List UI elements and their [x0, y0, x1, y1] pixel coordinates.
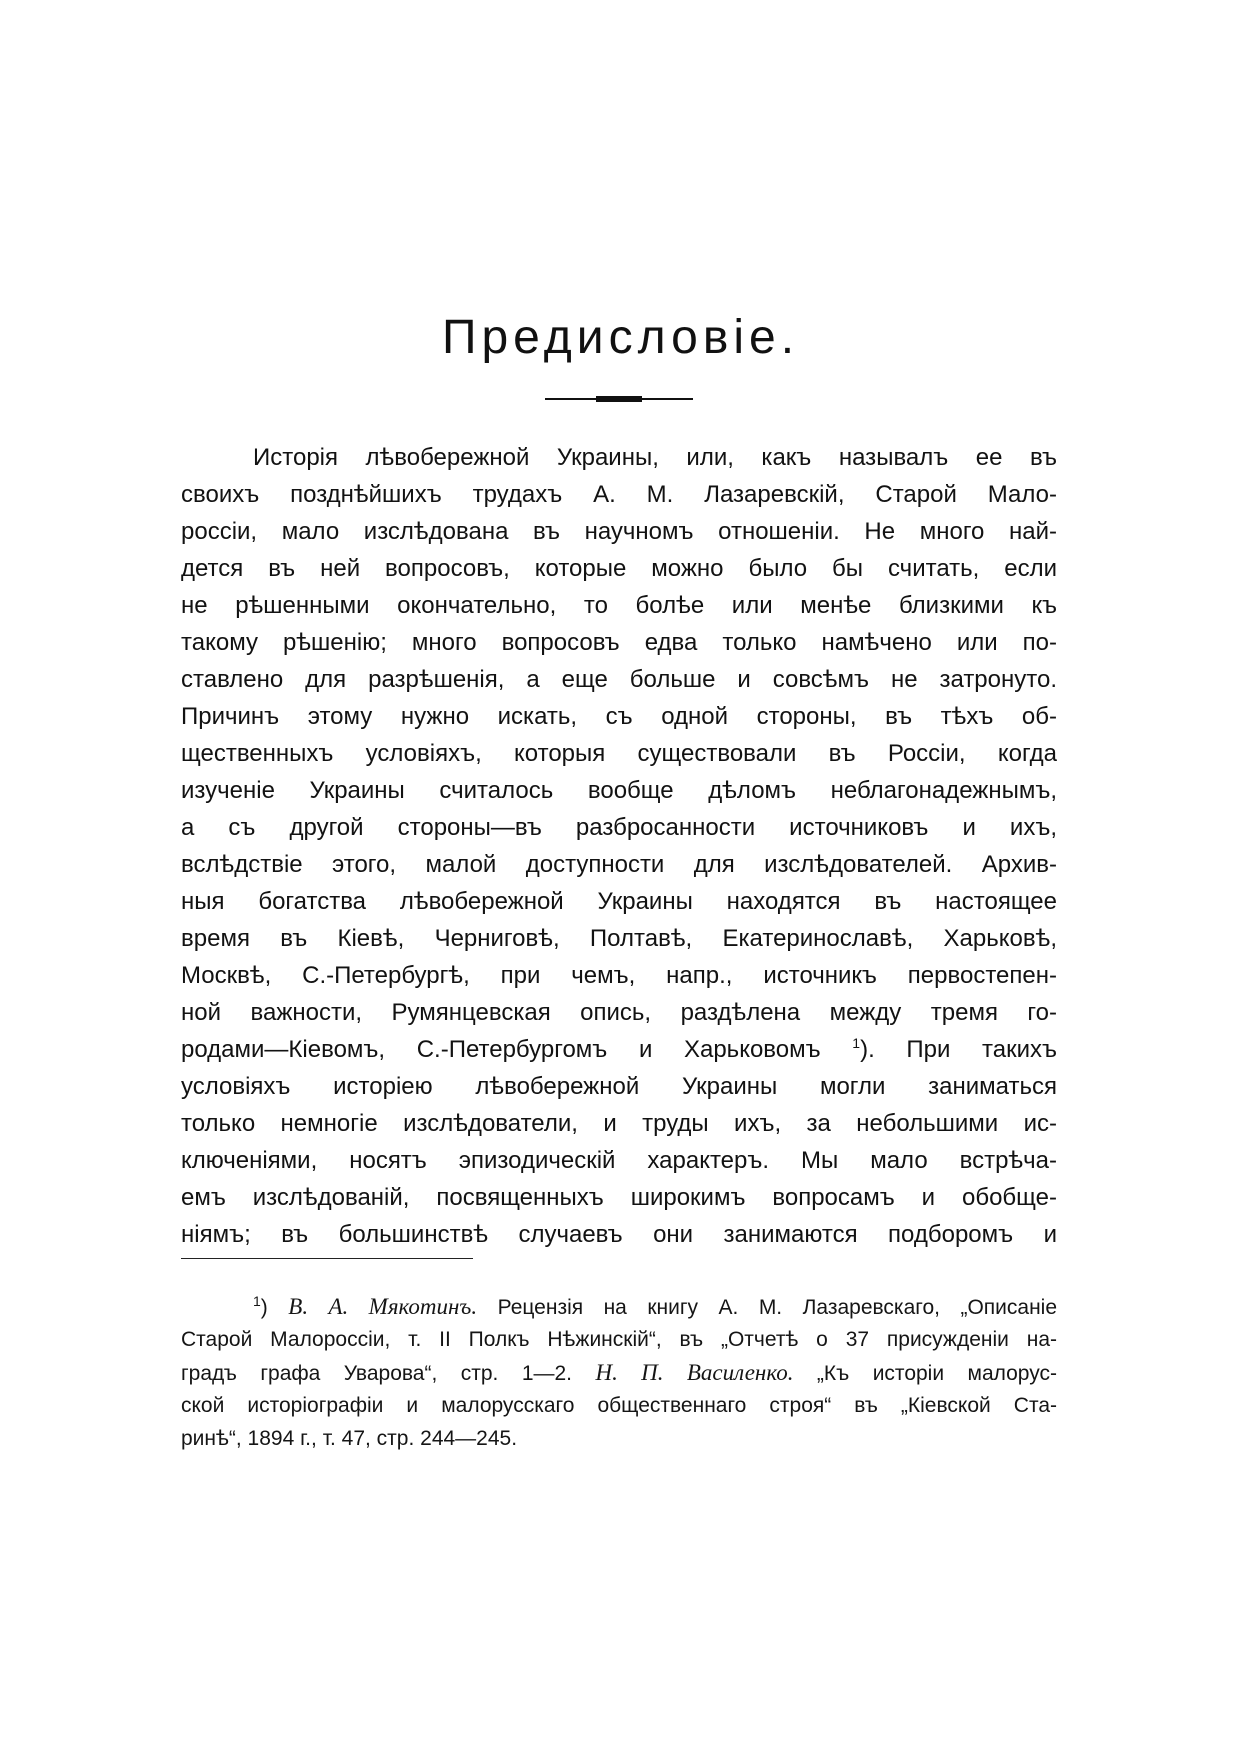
- body-line: щественныхъ условіяхъ, которыя существовали въ Россіи, когда: [181, 740, 1057, 767]
- footnote-line: Старой Малороссіи, т. II Полкъ Нѣжинскій“, въ „Отчетѣ о 37 присужденіи на-: [181, 1328, 1057, 1351]
- footnote-text: градъ графа Уварова“, стр. 1—2.: [181, 1362, 573, 1385]
- body-text: [181, 439, 1057, 1253]
- footnotes: [181, 1290, 1057, 1455]
- body-line: время въ Кіевѣ, Черниговѣ, Полтавѣ, Екатеринославѣ, Харьковѣ,: [181, 925, 1057, 952]
- body-line: такому рѣшенію; много вопросовъ едва только намѣчено или по-: [181, 629, 1057, 656]
- body-line: дется въ ней вопросовъ, которые можно было бы считать, если: [181, 555, 1057, 582]
- body-line: Москвѣ, С.-Петербургѣ, при чемъ, напр., источникъ первостепен-: [181, 962, 1057, 989]
- footnote-line: ской исторіографіи и малорусскаго общественнаго строя“ въ „Кіевской Ста-: [181, 1394, 1057, 1417]
- footnote-ref: 1: [852, 1035, 861, 1051]
- body-line: только немногіе изслѣдователи, и труды ихъ, за небольшими ис-: [181, 1110, 1057, 1137]
- body-line: изученіе Украины считалось вообще дѣломъ неблагонадежнымъ,: [181, 777, 1057, 804]
- footnote-text: Рецензія на книгу А. М. Лазаревскаго, „Описаніе: [497, 1296, 1058, 1319]
- footnote-author: Н. П. Василенко.: [595, 1360, 794, 1385]
- body-line: ключеніями, носятъ эпизодическій характеръ. Мы мало встрѣча-: [181, 1147, 1057, 1174]
- page-title: Предисловіе.: [441, 311, 800, 364]
- footnote-line: [181, 1356, 1057, 1389]
- body-line: ныя богатства лѣвобережной Украины находятся въ настоящее: [181, 888, 1057, 915]
- body-line: ставлено для разрѣшенія, а еще больше и совсѣмъ не затронуто.: [181, 666, 1057, 693]
- body-line: Причинъ этому нужно искать, съ одной стороны, въ тѣхъ об-: [181, 703, 1057, 730]
- footnote-line: ринѣ“, 1894 г., т. 47, стр. 244—245.: [181, 1427, 518, 1450]
- body-line: своихъ позднѣйшихъ трудахъ А. М. Лазаревскій, Старой Мало-: [181, 481, 1057, 508]
- body-line: ніямъ; въ большинствѣ случаевъ они занимаются подборомъ и: [181, 1221, 1057, 1248]
- footnote-author: В. А. Мякотинъ.: [288, 1294, 478, 1319]
- body-line: а съ другой стороны—въ разбросанности источниковъ и ихъ,: [181, 814, 1057, 841]
- footnote-divider: [181, 1258, 473, 1259]
- body-line-text: ). При такихъ: [860, 1036, 1057, 1063]
- footnote-line: $^1$) В. А. Мякотинъ. Рецензія на книгу А. М. Лазаревскаго, „Описаніе: [253, 1293, 1058, 1319]
- body-line-text: родами—Кіевомъ, С.-Петербургомъ и Харьковомъ: [181, 1036, 821, 1063]
- body-line: емъ изслѣдованій, посвященныхъ широкимъ вопросамъ и обобще-: [181, 1184, 1057, 1211]
- footnote-marker: 1: [253, 1293, 261, 1309]
- body-line: условіяхъ исторіею лѣвобережной Украины могли заниматься: [181, 1073, 1057, 1100]
- body-line: вслѣдствіе этого, малой доступности для изслѣдователей. Архив-: [181, 851, 1057, 878]
- body-line: Исторія лѣвобережной Украины, или, какъ называлъ ее въ: [253, 444, 1057, 471]
- body-line: ной важности, Румянцевская опись, раздѣлена между тремя го-: [181, 999, 1057, 1026]
- footnote-text: „Къ исторіи малорус-: [816, 1362, 1057, 1385]
- body-line: россіи, мало изслѣдована въ научномъ отношеніи. Не много най-: [181, 518, 1057, 545]
- title-divider-ornament: [596, 396, 642, 402]
- body-line-with-footnote-ref: [181, 1031, 1057, 1068]
- body-line: не рѣшенными окончательно, то болѣе или менѣе близкими къ: [181, 592, 1057, 619]
